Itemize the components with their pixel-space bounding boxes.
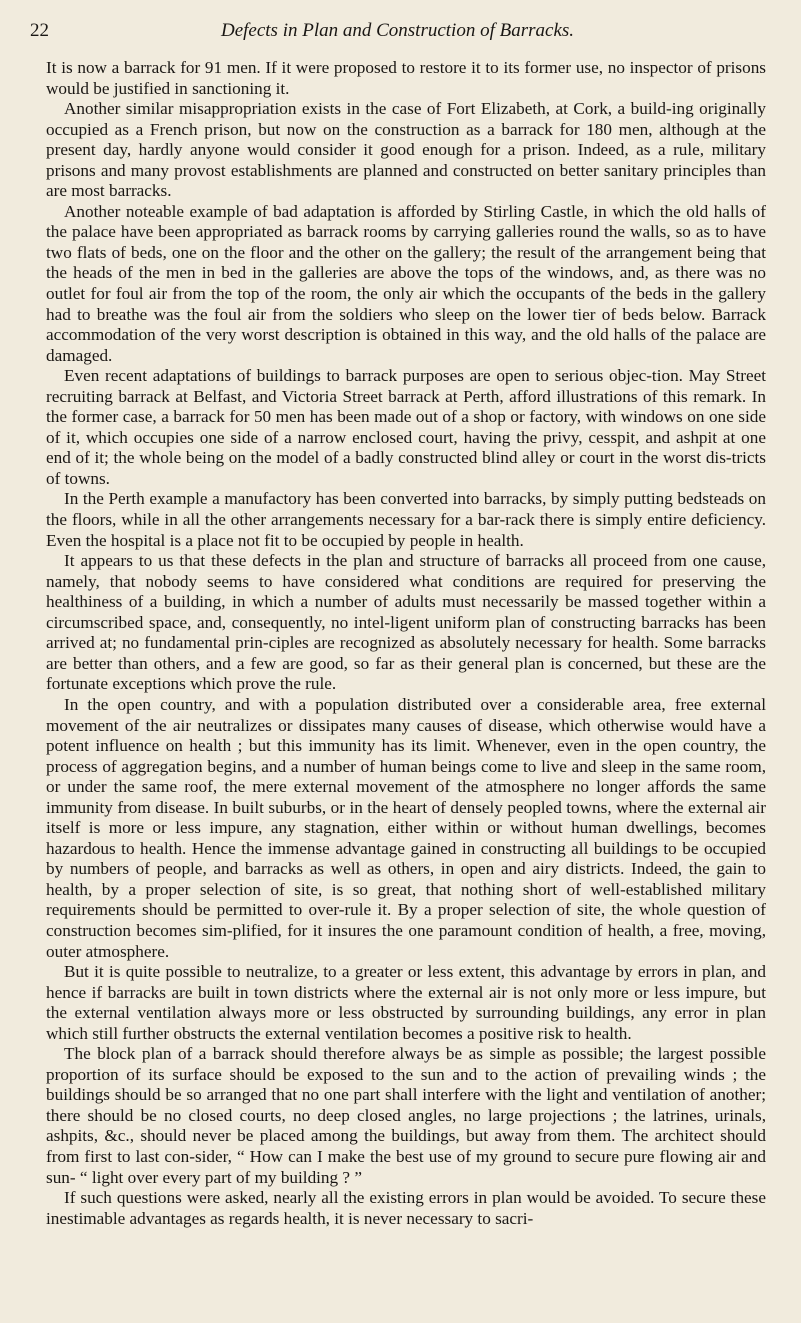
paragraph: In the Perth example a manufactory has been converted into barracks, by simply putting bedsteads on the floors, while in all the other arrangements necessary for a bar-rack there is simply entire deficiency. Even the hospital is a place not fit to be occupied by people in health. <box>46 489 766 550</box>
page-header <box>30 20 765 46</box>
paragraph: It appears to us that these defects in the plan and structure of barracks all proceed from one cause, namely, that nobody seems to have considered what conditions are required for preserving the healthiness of a building, in which a number of adults must necessarily be massed together within a circumscribed space, and, consequently, no intel-ligent uniform plan of constructing barracks has been arrived at; no fundamental prin-ciples are recognized as absolutely necessary for health. Some barracks are better than others, and a few are good, so far as their general plan is concerned, but these are the fortunate exceptions which prove the rule. <box>46 551 766 694</box>
paragraph: Another similar misappropriation exists in the case of Fort Elizabeth, at Cork, a build-ing originally occupied as a French prison, but now on the construction as a barrack for 180 men, although at the present day, hardly anyone would consider it good enough for a prison. Indeed, as a rule, military prisons and many provost establishments are planned and constructed on better sanitary principles than are most barracks. <box>46 99 766 201</box>
paragraph: The block plan of a barrack should therefore always be as simple as possible; the largest possible proportion of its surface should be exposed to the sun and to the action of prevailing winds ; the buildings should be so arranged that no one part shall interfere with the light and ventilation of another; there should be no closed courts, no deep closed angles, no large projections ; the latrines, urinals, ashpits, &c., should never be placed among the buildings, but away from them. The architect should from first to last con-sider, “ How can I make the best use of my ground to secure pure flowing air and sun- “ light over every part of my building ? ” <box>46 1044 766 1187</box>
paragraph: If such questions were asked, nearly all the existing errors in plan would be avoided. To secure these inestimable advantages as regards health, it is never necessary to sacri- <box>46 1188 766 1228</box>
page-number: 22 <box>30 20 49 41</box>
paragraph: Another noteable example of bad adaptation is afforded by Stirling Castle, in which the old halls of the palace have been appropriated as barrack rooms by carrying galleries round the walls, so as to have two flats of beds, one on the floor and the other on the gallery; the result of the arrangement being that the heads of the men in bed in the galleries are above the tops of the windows, and, as there was no outlet for foul air from the top of the room, the only air which the occupants of the beds in the gallery had to breathe was the foul air from the soldiers who sleep on the lower tier of beds below. Barrack accommodation of the very worst description is obtained in this way, and the old halls of the palace are damaged. <box>46 201 766 365</box>
paragraph: But it is quite possible to neutralize, to a greater or less extent, this advantage by errors in plan, and hence if barracks are built in town districts where the external air is not only more or less impure, but the external ventilation always more or less obstructed by surrounding buildings, any error in plan which still further obstructs the external ventilation becomes a positive risk to health. <box>46 962 766 1043</box>
paragraph: Even recent adaptations of buildings to barrack purposes are open to serious objec-tion. May Street recruiting barrack at Belfast, and Victoria Street barrack at Perth, afford illustrations of this remark. In the former case, a barrack for 50 men has been made out of a shop or factory, with windows on one side of it, which occupies one side of a narrow enclosed court, having the privy, cesspit, and ashpit at one end of it; the whole being on the model of a badly constructed blind alley or court in the worst dis-tricts of towns. <box>46 366 766 488</box>
body-text <box>46 58 766 1229</box>
running-title: Defects in Plan and Construction of Barracks. <box>220 20 575 41</box>
paragraph: It is now a barrack for 91 men. If it were proposed to restore it to its former use, no inspector of prisons would be justified in sanctioning it. <box>46 58 766 98</box>
paragraph: In the open country, and with a population distributed over a considerable area, free external movement of the air neutralizes or dissipates many causes of disease, which otherwise would have a potent influence on health ; but this immunity has its limit. Whenever, even in the open country, the process of aggregation begins, and a number of human beings come to live and sleep in the same room, or under the same roof, the mere external movement of the atmosphere no longer affords the same immunity from disease. In built suburbs, or in the heart of densely peopled towns, where the external air itself is more or less impure, any stagnation, either within or without human dwellings, becomes hazardous to health. Hence the immense advantage gained in constructing all buildings to be occupied by numbers of people, and barracks as well as others, in open and airy districts. Indeed, the gain to health, by a proper selection of site, is so great, that nothing short of well-established military requirements should be permitted to over-rule it. By a proper selection of site, the whole question of construction becomes sim-plified, for it insures the one paramount condition of health, a free, moving, outer atmosphere. <box>46 694 766 961</box>
